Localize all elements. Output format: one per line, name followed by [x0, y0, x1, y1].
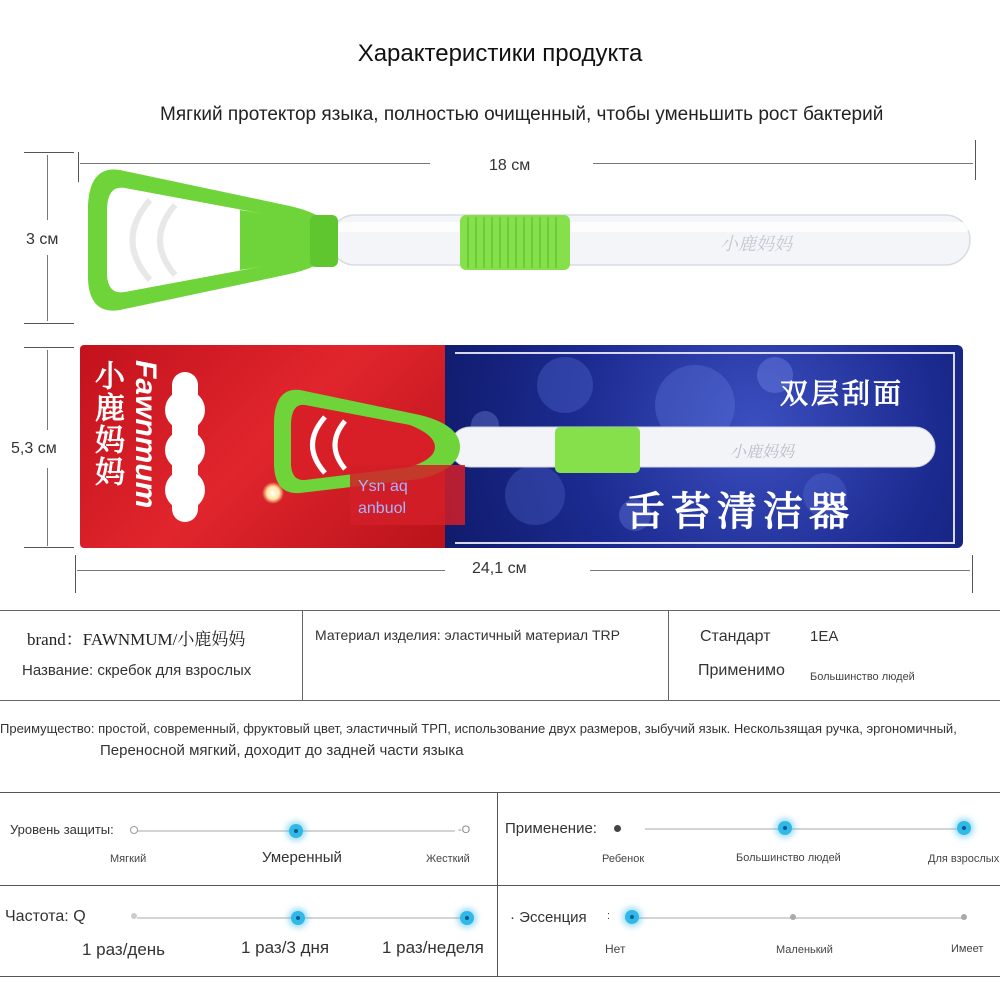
- protection-dot-soft: [130, 826, 138, 834]
- essence-dot-none: [625, 910, 639, 924]
- frequency-dot-week: [460, 911, 474, 925]
- advantages-line-1: Преимущество: простой, современный, фруктовый цвет, эластичный ТРП, использование двух размеров, зыбучий язык. Нескользящая ручка, эргономичный,: [0, 721, 957, 736]
- spec-brand: brand：FAWNMUM/小鹿妈妈: [27, 630, 246, 649]
- package-brand-en: Fawnmum: [129, 360, 162, 509]
- dim-tick-pkg-top: [24, 347, 74, 348]
- grid-border-bottom: [0, 976, 1000, 977]
- essence-dot-small: [790, 914, 796, 920]
- grid-border-middle: [0, 885, 1000, 886]
- dim-tick-top: [24, 152, 74, 153]
- frequency-label: Частота: Q: [5, 908, 86, 925]
- package-hole-column: [172, 372, 198, 522]
- dim-height-pkg: 5,3 см: [11, 440, 57, 457]
- spec-border-bottom: [0, 700, 1000, 701]
- frequency-option-day: 1 раз/день: [82, 940, 166, 959]
- usage-label: Применение:: [505, 820, 597, 837]
- frequency-option-3days: 1 раз/3 дня: [241, 938, 330, 957]
- dim-line-pkg-right: [590, 570, 970, 571]
- spec-standard-label: Стандарт: [700, 628, 771, 645]
- dim-vline-top-a: [47, 155, 48, 220]
- package-title-cn-top: 双层刮面: [780, 378, 905, 409]
- essence-option-small: Маленький: [776, 944, 833, 956]
- dim-tick-bottom: [24, 323, 74, 324]
- dim-vline-pkg-b: [47, 468, 48, 546]
- dim-tick-pkg-bottom: [24, 547, 74, 548]
- dim-vline-pkg-a: [47, 350, 48, 430]
- protection-end-mark: -O: [458, 824, 471, 836]
- essence-option-none: Нет: [605, 942, 626, 956]
- essence-dot-has: [961, 914, 967, 920]
- advantages-line-2: Переносной мягкий, доходит до задней части языка: [100, 742, 464, 759]
- package-handle-logo: 小鹿妈妈: [730, 442, 795, 461]
- usage-dot-adult: [957, 821, 971, 835]
- dim-length-pkg: 24,1 см: [472, 560, 527, 577]
- protection-dot-moderate: [289, 824, 303, 838]
- spec-applicable-label: Применимо: [698, 662, 785, 679]
- spec-name: Название: скребок для взрослых: [22, 662, 252, 679]
- protection-option-soft: Мягкий: [110, 853, 147, 865]
- usage-dot-child: [614, 825, 621, 832]
- handle-logo: 小鹿妈妈: [720, 234, 792, 255]
- usage-track: [645, 828, 965, 830]
- page-title: Характеристики продукта: [357, 40, 643, 67]
- spec-separator-1: [302, 610, 303, 700]
- dim-tick-left: [78, 152, 79, 182]
- package-title-cn-main: 舌苔清洁器: [625, 490, 855, 534]
- dim-length-top: 18 см: [489, 157, 531, 174]
- usage-option-child: Ребенок: [602, 853, 645, 865]
- usage-dot-most: [778, 821, 792, 835]
- grid-separator: [497, 792, 498, 976]
- mirror-text-line-1: Ysn aq: [358, 478, 408, 495]
- spec-standard-value: 1EA: [810, 628, 839, 645]
- protection-option-moderate: Умеренный: [262, 849, 342, 866]
- protection-label: Уровень защиты:: [10, 822, 114, 837]
- essence-option-has: Имеет: [951, 943, 984, 955]
- frequency-dot-3days: [291, 911, 305, 925]
- dim-vline-top-b: [47, 255, 48, 321]
- dim-tick-pkg-left: [75, 555, 76, 593]
- spec-separator-2: [668, 610, 669, 700]
- spec-material: Материал изделия: эластичный материал TRP: [315, 627, 620, 643]
- spec-border-top: [0, 610, 1000, 611]
- essence-colon: :: [607, 910, 611, 922]
- essence-label: · Эссенция: [510, 909, 587, 926]
- package-brand-cn: 小鹿妈妈: [90, 360, 123, 488]
- usage-option-most: Большинство людей: [736, 852, 841, 864]
- sparkle-icon: [262, 482, 284, 504]
- tongue-scraper-image: [80, 160, 980, 320]
- usage-option-adult: Для взрослых: [928, 853, 1000, 865]
- spec-applicable-value: Большинство людей: [810, 671, 915, 683]
- grid-border-top: [0, 792, 1000, 793]
- dim-height-top: 3 см: [26, 231, 59, 248]
- page-subtitle: Мягкий протектор языка, полностью очищенный, чтобы уменьшить рост бактерий: [160, 104, 884, 125]
- frequency-option-week: 1 раз/неделя: [382, 938, 484, 957]
- protection-option-hard: Жесткий: [426, 853, 470, 865]
- package-mirror-text: [358, 476, 408, 520]
- essence-track: [632, 917, 964, 919]
- mirror-text-line-2: anbuol: [358, 500, 407, 517]
- dim-tick-pkg-right: [972, 555, 973, 593]
- dim-line-pkg-left: [77, 570, 445, 571]
